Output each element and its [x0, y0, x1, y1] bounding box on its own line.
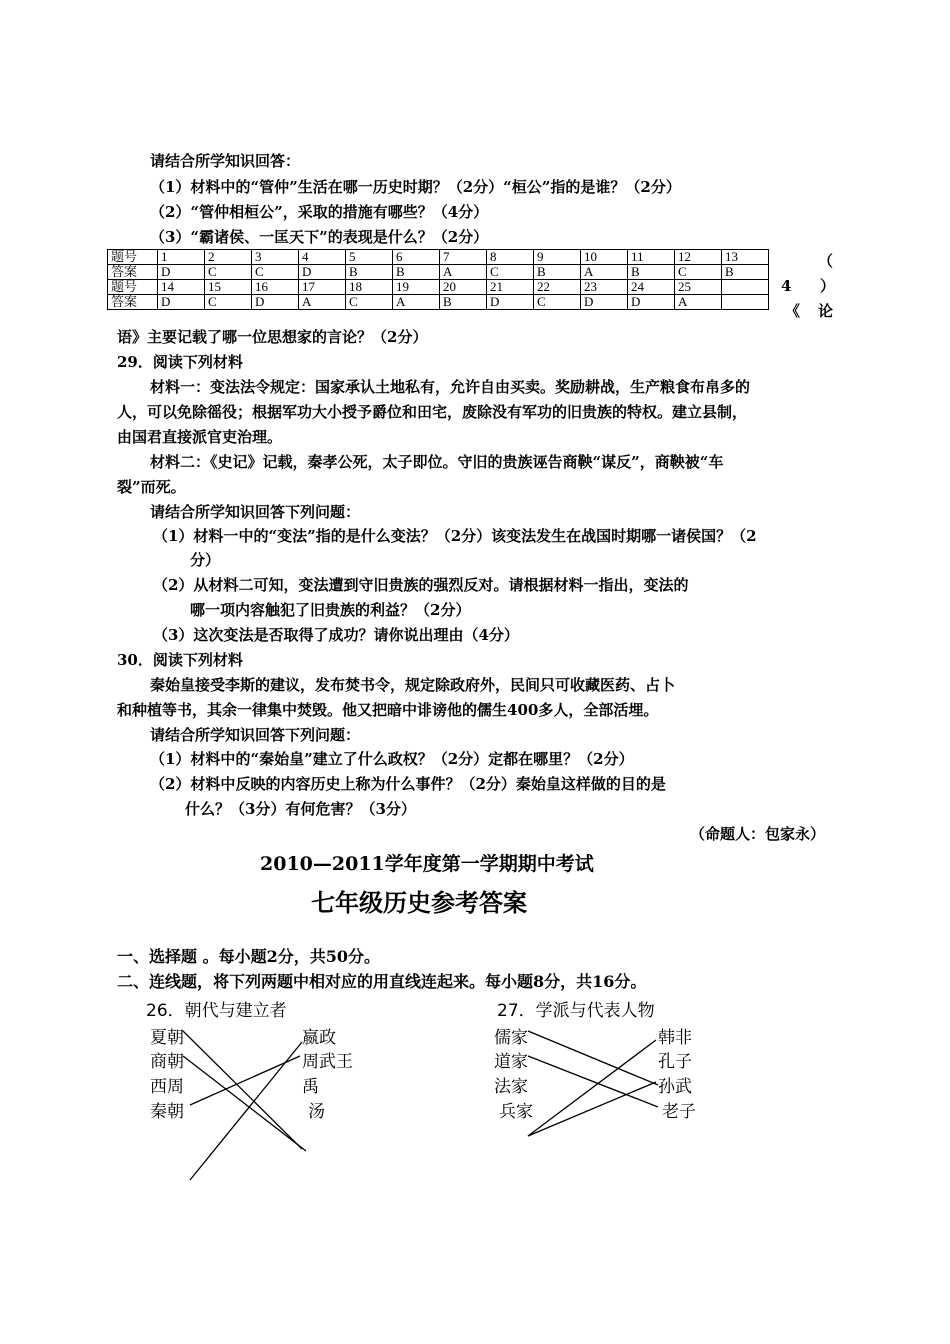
match-27-right-3: 孙武	[658, 1077, 692, 1097]
table-cell: B	[628, 265, 675, 280]
table-header-cell: 答案	[108, 265, 158, 280]
table-cell: D	[487, 295, 534, 310]
table-cell: A	[393, 295, 440, 310]
match-27-right-2: 孔子	[658, 1052, 692, 1072]
q29-material1-line3: 由国君直接派官吏治理。	[117, 428, 283, 446]
table-cell: 3	[252, 250, 299, 265]
table-cell: 10	[581, 250, 628, 265]
q29-sub1-line1: （1）材料一中的“变法”指的是什么变法？（2分）该变法发生在战国时期哪一诸侯国？（2	[153, 527, 757, 545]
question-28-1: （1）材料中的“管仲”生活在哪一历史时期？（2分）“桓公”指的是谁？（2分）	[150, 178, 681, 196]
table-cell: 24	[628, 280, 675, 295]
match-27-line-fa-hanfei	[528, 1040, 656, 1136]
q30-prompt: 请结合所学知识回答下列问题：	[150, 726, 361, 744]
table-cell: 15	[205, 280, 252, 295]
table-cell: C	[346, 295, 393, 310]
table-cell: 9	[534, 250, 581, 265]
table-cell: 25	[675, 280, 722, 295]
table-cell: 19	[393, 280, 440, 295]
q29-material2-line2: 裂”而死。	[117, 478, 186, 496]
table-cell: 21	[487, 280, 534, 295]
table-cell: 14	[158, 280, 205, 295]
table-cell: 6	[393, 250, 440, 265]
q29-sub2-line1: （2）从材料二可知，变法遭到守旧贵族的强烈反对。请根据材料一指出，变法的	[153, 576, 689, 594]
match-26-left-2: 商朝	[150, 1052, 184, 1072]
table-cell: A	[440, 265, 487, 280]
match-27-title: 27．学派与代表人物	[497, 1001, 655, 1021]
q29-sub3: （3）这次变法是否取得了成功？请你说出理由（4分）	[153, 626, 519, 644]
match-26-left-1: 夏朝	[150, 1028, 184, 1048]
match-26-title: 26．朝代与建立者	[146, 1001, 287, 1021]
table-cell: 20	[440, 280, 487, 295]
side-book-open: 《	[785, 302, 801, 320]
match-26-line-shang-tang	[183, 1056, 306, 1151]
match-27-right-4: 老子	[662, 1102, 696, 1122]
match-26-line-qin-yingzheng	[190, 1056, 300, 1105]
table-cell: 4	[299, 250, 346, 265]
match-26-right-1: 嬴政	[302, 1028, 336, 1048]
match-26-left-4: 秦朝	[150, 1102, 184, 1122]
q29-sub2-line2: 哪一项内容触犯了旧贵族的利益？（2分）	[190, 601, 471, 619]
match-26-right-3: 禹	[302, 1077, 319, 1097]
section-2-heading: 二、连线题，将下列两题中相对应的用直线连起来。每小题8分，共16分。	[117, 972, 647, 991]
match-27-left-3: 法家	[494, 1077, 528, 1097]
q29-material2-line1: 材料二：《史记》记载，秦孝公死，太子即位。守旧的贵族诬告商鞅“谋反”，商鞅被“车	[150, 453, 724, 471]
match-27-line-dao-laozi	[528, 1056, 658, 1107]
match-26-left-3: 西周	[150, 1077, 184, 1097]
table-header-cell: 答案	[108, 295, 158, 310]
q30-sub2-line1: （2）材料中反映的内容历史上称为什么事件？（2分）秦始皇这样做的目的是	[150, 775, 666, 793]
match-27-line-ru-kongzi	[528, 1031, 658, 1085]
table-cell: 18	[346, 280, 393, 295]
q29-prompt: 请结合所学知识回答下列问题：	[150, 503, 361, 521]
match-26-right-4: 汤	[308, 1102, 325, 1122]
q30-sub1: （1）材料中的“秦始皇”建立了什么政权？（2分）定都在哪里？（2分）	[150, 750, 634, 768]
table-cell: 17	[299, 280, 346, 295]
match-27-line-bing-sunwu	[528, 1082, 656, 1136]
side-paren-close: ）	[820, 277, 836, 295]
table-cell: D	[628, 295, 675, 310]
table-cell: B	[393, 265, 440, 280]
table-cell: D	[252, 295, 299, 310]
table-header-cell: 题号	[108, 280, 158, 295]
match-26-right-2: 周武王	[302, 1052, 353, 1072]
table-cell: A	[581, 265, 628, 280]
question-30-heading: 30．阅读下列材料	[117, 651, 243, 669]
table-cell: 11	[628, 250, 675, 265]
q30-material-line1: 秦始皇接受李斯的建议，发布焚书令，规定除政府外，民间只可收藏医药、占卜	[150, 676, 676, 694]
section-1-heading: 一、选择题 。每小题2分，共50分。	[117, 947, 380, 966]
match-27-left-2: 道家	[494, 1052, 528, 1072]
table-cell: A	[299, 295, 346, 310]
question-28-tail: 语》主要记载了哪一位思想家的言论？（2分）	[117, 328, 428, 346]
table-cell: 12	[675, 250, 722, 265]
match-26-line-xia-yu	[183, 1031, 302, 1149]
table-cell: 1	[158, 250, 205, 265]
match-27-left-4: 兵家	[499, 1102, 533, 1122]
table-cell: B	[346, 265, 393, 280]
table-cell: B	[534, 265, 581, 280]
table-cell: A	[675, 295, 722, 310]
table-cell: 2	[205, 250, 252, 265]
question-29-heading: 29．阅读下列材料	[117, 353, 243, 371]
table-cell: 22	[534, 280, 581, 295]
table-cell: D	[158, 265, 205, 280]
side-lun: 论	[818, 302, 834, 320]
answer-key-subtitle: 七年级历史参考答案	[311, 888, 527, 917]
table-cell: C	[487, 265, 534, 280]
table-cell: 7	[440, 250, 487, 265]
q29-material1-line1: 材料一：变法法令规定：国家承认土地私有，允许自由买卖。奖励耕战，生产粮食布帛多的	[150, 378, 751, 396]
answer-key-title: 2010—2011学年度第一学期期中考试	[260, 853, 594, 875]
table-cell: C	[205, 265, 252, 280]
table-cell: 13	[722, 250, 769, 265]
side-paren-open: （	[818, 252, 834, 270]
match-27-left-1: 儒家	[494, 1028, 528, 1048]
table-cell: 23	[581, 280, 628, 295]
q29-material1-line2: 人，可以免除徭役；根据军功大小授予爵位和田宅，废除没有军功的旧贵族的特权。建立县制，	[117, 403, 748, 421]
table-cell: C	[534, 295, 581, 310]
author-credit: （命题人：包家永）	[690, 825, 826, 843]
table-cell: C	[205, 295, 252, 310]
table-cell: C	[252, 265, 299, 280]
question-28-2: （2）“管仲相桓公”，采取的措施有哪些？（4分）	[150, 203, 489, 221]
table-cell: B	[440, 295, 487, 310]
question-prompt: 请结合所学知识回答：	[150, 152, 301, 170]
table-header-cell: 题号	[108, 250, 158, 265]
table-cell: 5	[346, 250, 393, 265]
q30-material-line2: 和种植等书，其余一律集中焚毁。他又把暗中诽谤他的儒生400多人，全部活埋。	[117, 701, 659, 719]
table-cell: C	[675, 265, 722, 280]
side-number: 4	[781, 277, 792, 295]
table-cell: D	[158, 295, 205, 310]
table-cell: 8	[487, 250, 534, 265]
table-cell: D	[299, 265, 346, 280]
question-28-3: （3）“霸诸侯、一匡天下”的表现是什么？（2分）	[150, 228, 489, 246]
table-cell: 16	[252, 280, 299, 295]
table-cell: D	[581, 295, 628, 310]
table-cell: B	[722, 265, 769, 280]
q30-sub2-line2: 什么？（3分）有何危害？（3分）	[185, 800, 416, 818]
match-27-right-1: 韩非	[658, 1028, 692, 1048]
q29-sub1-line2: 分）	[190, 551, 221, 569]
